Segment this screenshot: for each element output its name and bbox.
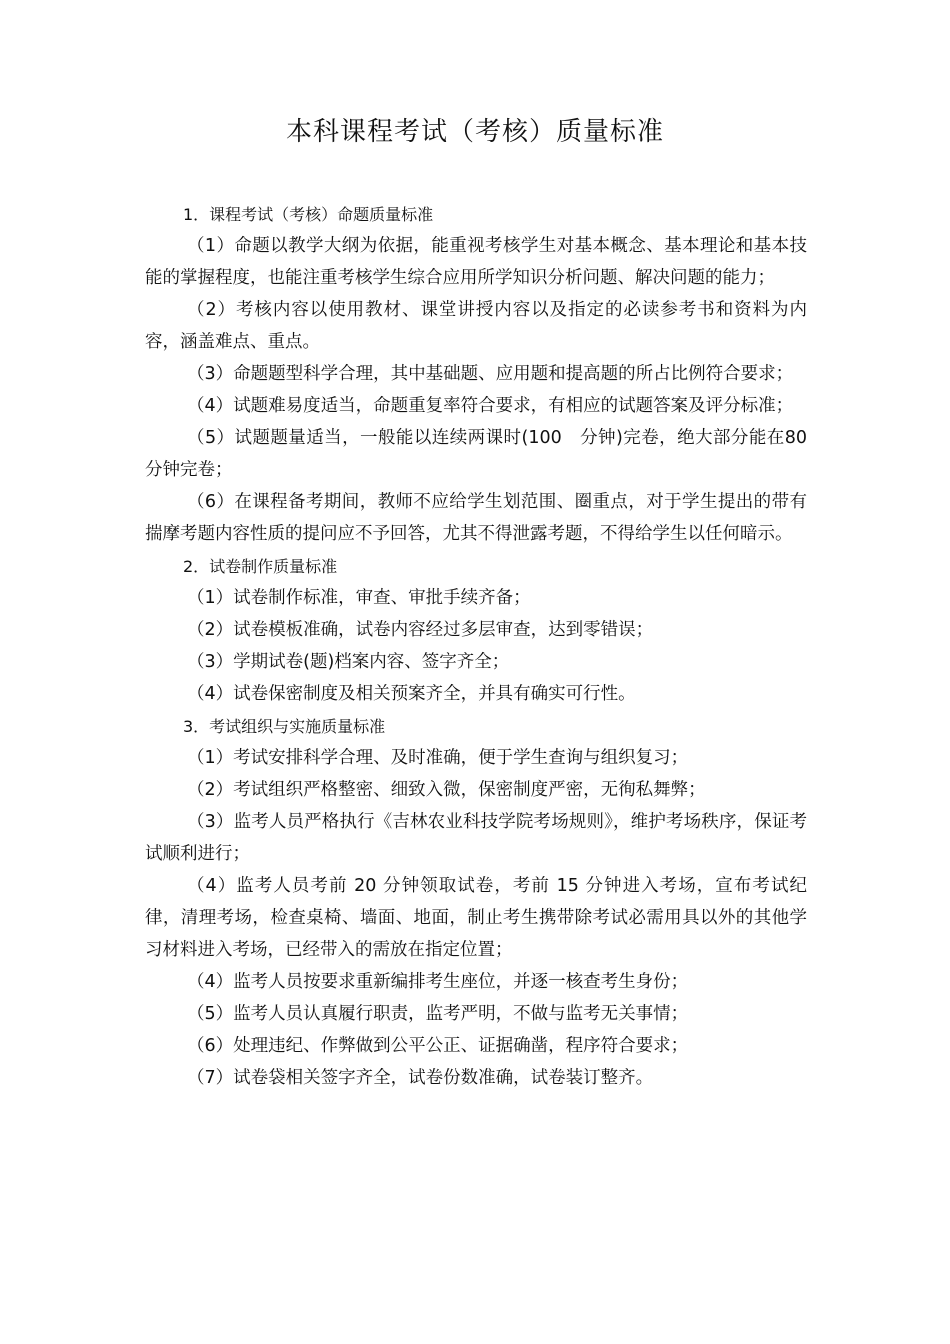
document-body bbox=[145, 198, 807, 1094]
section-paper-production bbox=[145, 552, 807, 710]
section-heading: 2．试卷制作质量标准 bbox=[183, 557, 338, 576]
paragraph: （4）监考人员按要求重新编排考生座位，并逐一核查考生身份； bbox=[187, 972, 689, 992]
paragraph: （4）试题难易度适当，命题重复率符合要求，有相应的试题答案及评分标准； bbox=[187, 396, 794, 416]
paragraph: （1）考试安排科学合理、及时准确，便于学生查询与组织复习； bbox=[187, 748, 689, 768]
paragraph: （4）监考人员考前 20 分钟领取试卷，考前 15 分钟进入考场，宣布考试纪律，清理考场，检查桌椅、墙面、地面，制止考生携带除考试必需用具以外的其他学习材料进入考场，已经带入的需放在指定位置； bbox=[145, 876, 807, 960]
section-exam-organization bbox=[145, 712, 807, 1094]
paragraph: （7）试卷袋相关签字齐全，试卷份数准确，试卷装订整齐。 bbox=[187, 1068, 654, 1088]
section-heading: 1．课程考试（考核）命题质量标准 bbox=[183, 205, 434, 224]
paragraph: （3）监考人员严格执行《吉林农业科技学院考场规则》，维护考场秩序，保证考试顺利进行； bbox=[145, 812, 807, 864]
paragraph: （5）试题题量适当，一般能以连续两课时(100 分钟)完卷，绝大部分能在80 分钟完卷； bbox=[145, 428, 807, 480]
document-title: 本科课程考试（考核）质量标准 bbox=[285, 117, 664, 147]
paragraph: （1）命题以教学大纲为依据，能重视考核学生对基本概念、基本理论和基本技能的掌握程度，也能注重考核学生综合应用所学知识分析问题、解决问题的能力； bbox=[145, 236, 807, 288]
paragraph: （3）命题题型科学合理，其中基础题、应用题和提高题的所占比例符合要求； bbox=[187, 364, 794, 384]
paragraph: （2）考核内容以使用教材、课堂讲授内容以及指定的必读参考书和资料为内容，涵盖难点、重点。 bbox=[145, 300, 807, 352]
section-heading: 3．考试组织与实施质量标准 bbox=[183, 717, 386, 736]
paragraph: （3）学期试卷(题)档案内容、签字齐全； bbox=[187, 652, 510, 672]
paragraph: （1）试卷制作标准，审查、审批手续齐备； bbox=[187, 588, 531, 608]
section-exam-proposition bbox=[145, 200, 807, 550]
paragraph: （2）考试组织严格整密、细致入微，保密制度严密，无徇私舞弊； bbox=[187, 780, 706, 800]
paragraph: （4）试卷保密制度及相关预案齐全，并具有确实可行性。 bbox=[187, 684, 636, 704]
paragraph: （2）试卷模板准确，试卷内容经过多层审查，达到零错误； bbox=[187, 620, 654, 640]
paragraph: （5）监考人员认真履行职责，监考严明，不做与监考无关事情； bbox=[187, 1004, 689, 1024]
paragraph: （6）在课程备考期间，教师不应给学生划范围、圈重点，对于学生提出的带有揣摩考题内容性质的提问应不予回答，尤其不得泄露考题，不得给学生以任何暗示。 bbox=[145, 492, 807, 544]
paragraph: （6）处理违纪、作弊做到公平公正、证据确凿，程序符合要求； bbox=[187, 1036, 689, 1056]
